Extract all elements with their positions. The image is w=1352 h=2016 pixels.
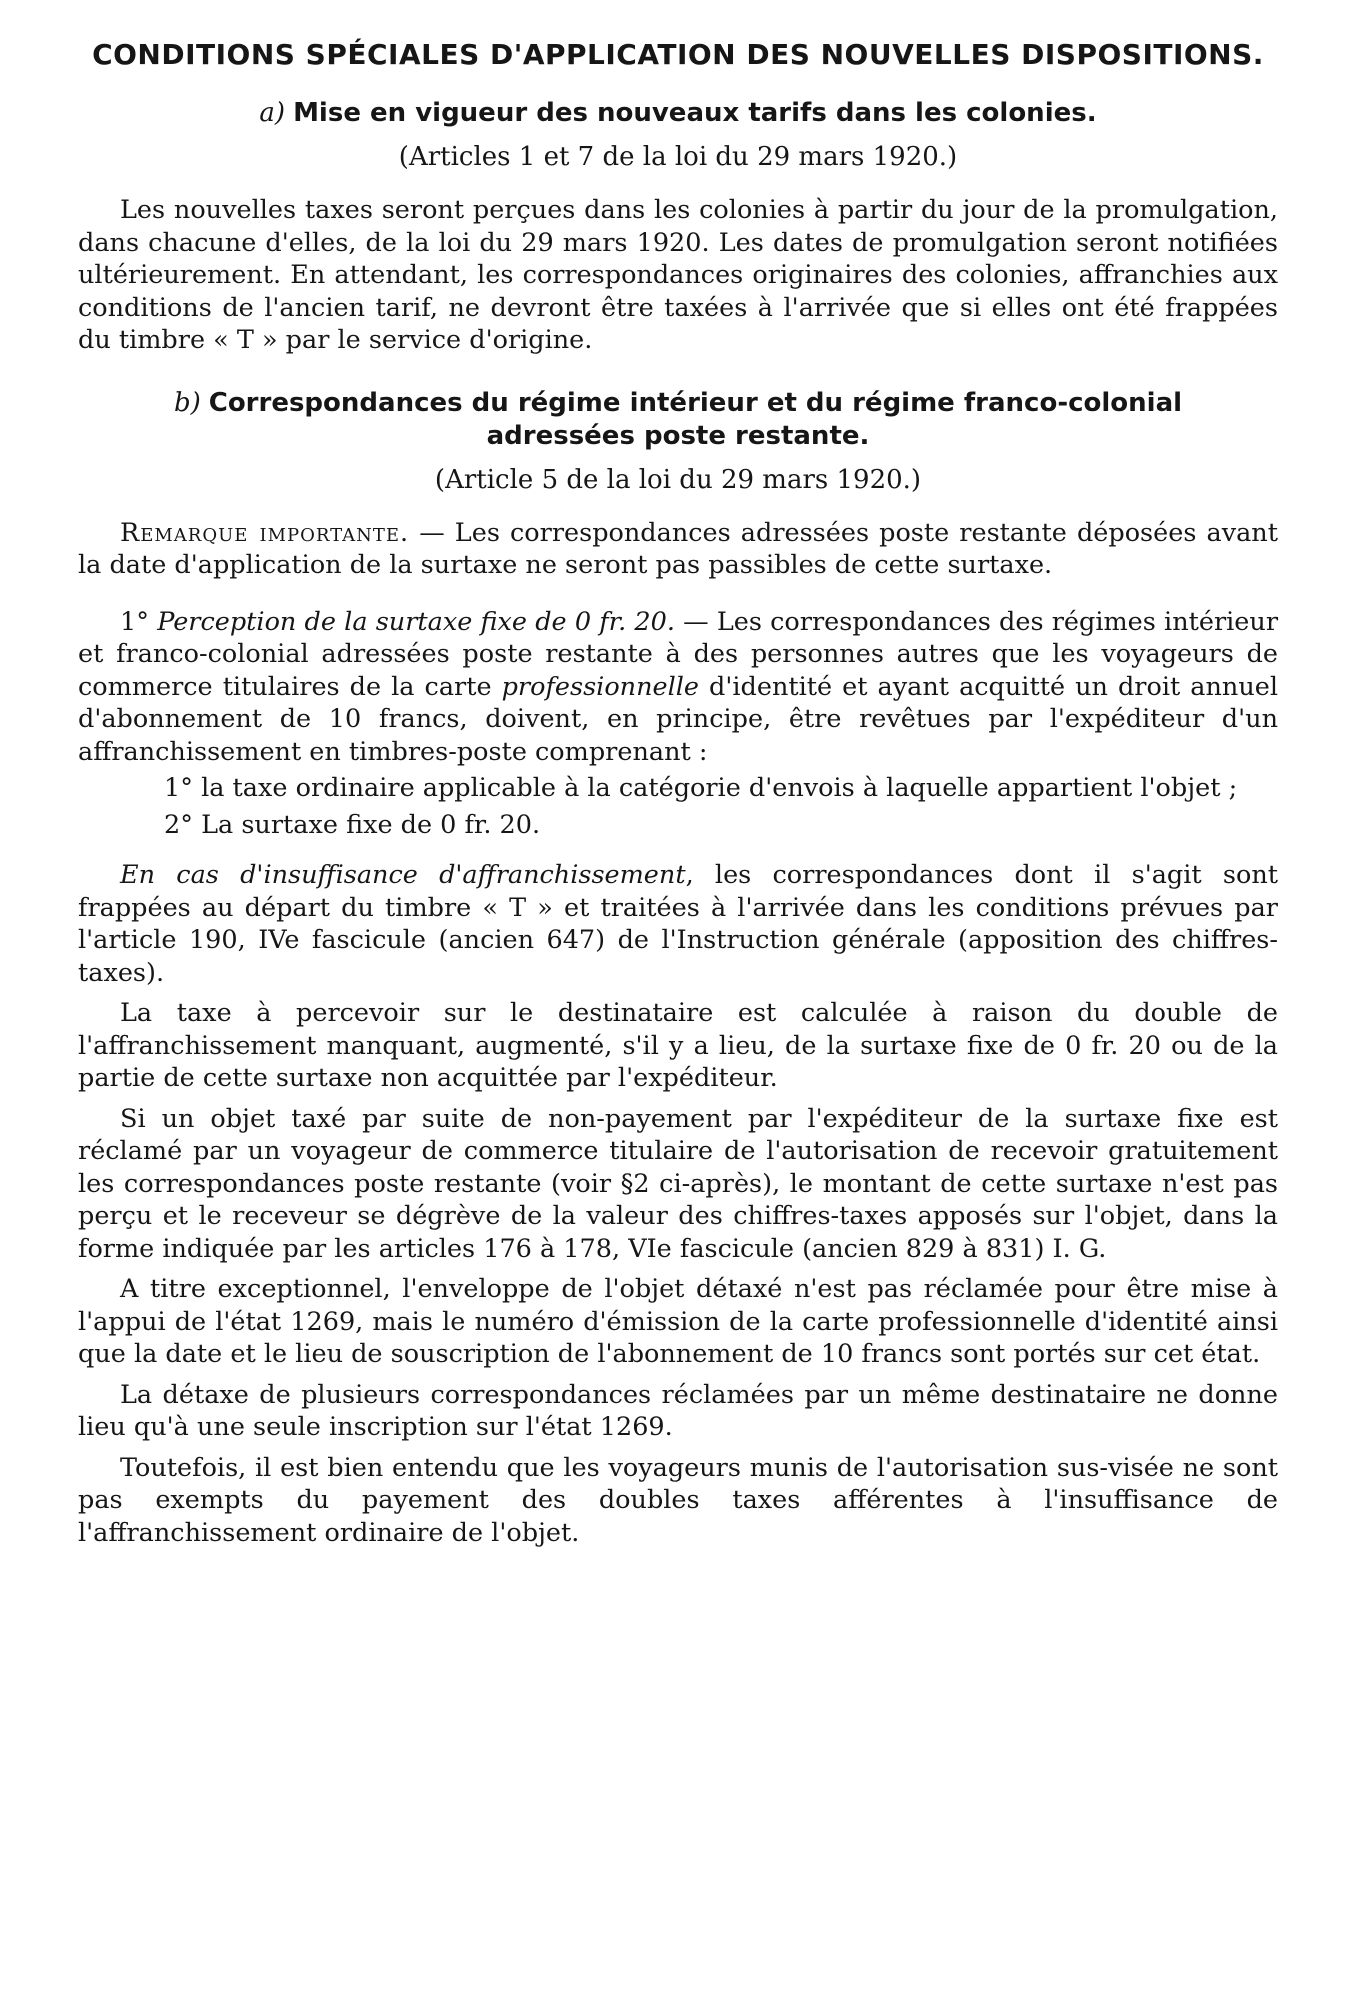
list-item-text: la taxe ordinaire applicable à la catégorie d'envois à laquelle appartient l'objet ; bbox=[201, 773, 1238, 803]
section-b-heading-text: Correspondances du régime intérieur et du régime franco-colonial adressées poste restante. bbox=[208, 387, 1183, 451]
remark-label: Remarque importante. bbox=[120, 517, 410, 548]
subsection-1-text-after: d'identité et ayant acquitté un droit annuel d'abonnement de 10 francs, doivent, en principe, être revêtues par l'expéditeur d'un affranchissement en timbres-poste comprenant : bbox=[78, 671, 1278, 767]
subsection-1-heading: Perception de la surtaxe fixe de 0 fr. 20. bbox=[157, 606, 675, 637]
list-item bbox=[78, 809, 1278, 842]
remark-paragraph bbox=[78, 517, 1278, 582]
subsection-1-text-before: — Les correspondances des régimes intérieur et franco-colonial adressées poste restante à des personnes autres que les voyageurs de commerce titulaires de la carte bbox=[78, 606, 1279, 702]
body-paragraph: La détaxe de plusieurs correspondances réclamées par un même destinataire ne donne lieu qu'à une seule inscription sur l'état 1269. bbox=[78, 1379, 1278, 1442]
list-item-text: La surtaxe fixe de 0 fr. 20. bbox=[201, 809, 541, 840]
body-paragraph: A titre exceptionnel, l'enveloppe de l'objet détaxé n'est pas réclamée pour être mise à l'appui de l'état 1269, mais le numéro d'émission de la carte professionnelle d'identité ainsi que la date et le lieu de souscription de l'abonnement de 10 francs sont portés sur cet état. bbox=[78, 1274, 1278, 1369]
body-paragraph: Toutefois, il est bien entendu que les voyageurs munis de l'autorisation sus-visée ne sont pas exempts du payement des doubles taxes afférentes à l'insuffisance de l'affranchissement ordinaire de l'objet. bbox=[78, 1452, 1278, 1548]
subsection-1-number: 1° bbox=[120, 606, 149, 637]
section-a-heading-text: Mise en vigueur des nouveaux tarifs dans les colonies. bbox=[293, 98, 1097, 128]
section-a-article: (Articles 1 et 7 de la loi du 29 mars 1920.) bbox=[398, 142, 958, 172]
list-item bbox=[78, 772, 1278, 805]
section-b bbox=[78, 387, 1278, 582]
page-title: CONDITIONS SPÉCIALES D'APPLICATION DES NOUVELLES DISPOSITIONS. bbox=[92, 38, 1264, 71]
document-page bbox=[78, 38, 1278, 1549]
insufficiency-paragraph bbox=[78, 859, 1278, 989]
section-a-paragraph: Les nouvelles taxes seront perçues dans les colonies à partir du jour de la promulgation, dans chacune d'elles, de la loi du 29 mars 1920. Les dates de promulgation seront notifiées ultérieurement. En attendant, les correspondances originaires des colonies, affranchies aux conditions de l'ancien tarif, ne devront être taxées à l'arrivée que si elles ont été frappées du timbre « T » par le service d'origine. bbox=[78, 195, 1278, 355]
body-paragraph: Si un objet taxé par suite de non-payement par l'expéditeur de la surtaxe fixe est réclamé par un voyageur de commerce titulaire de l'autorisation de recevoir gratuitement les correspondances poste restante (voir §2 ci-après), le montant de cette surtaxe n'est pas perçu et le receveur se dégrève de la valeur des chiffres-taxes apposés sur l'objet, dans la forme indiquée par les articles 176 à 178, VIe fascicule (ancien 829 à 831) I. G. bbox=[78, 1103, 1278, 1264]
section-b-heading bbox=[78, 387, 1278, 453]
section-b-letter: b) bbox=[173, 387, 201, 418]
section-a-letter: a) bbox=[259, 98, 286, 128]
list-item-number: 1° bbox=[164, 773, 193, 803]
body-paragraph: La taxe à percevoir sur le destinataire est calculée à raison du double de l'affranchissement manquant, augmenté, s'il y a lieu, de la surtaxe fixe de 0 fr. 20 ou de la partie de cette surtaxe non acquittée par l'expéditeur. bbox=[78, 998, 1278, 1093]
insufficiency-text: , les correspondances dont il s'agit sont frappées au départ du timbre « T » et traitées à l'arrivée dans les conditions prévues par l'article 190, IVe fascicule (ancien 647) de l'Instruction générale (apposition des chiffres-taxes). bbox=[78, 860, 1279, 988]
insufficiency-lead: En cas d'insuffisance d'affranchissement bbox=[120, 860, 686, 890]
subsection-1-emphasis: professionnelle bbox=[501, 671, 700, 702]
remark-text: — Les correspondances adressées poste restante déposées avant la date d'application de la surtaxe ne seront pas passibles de cette surtaxe. bbox=[78, 517, 1278, 580]
subsection-1-paragraph bbox=[78, 606, 1278, 769]
list-item-number: 2° bbox=[164, 809, 193, 840]
section-a bbox=[78, 97, 1278, 357]
section-b-article: (Article 5 de la loi du 29 mars 1920.) bbox=[434, 464, 922, 495]
section-a-heading bbox=[78, 97, 1278, 130]
